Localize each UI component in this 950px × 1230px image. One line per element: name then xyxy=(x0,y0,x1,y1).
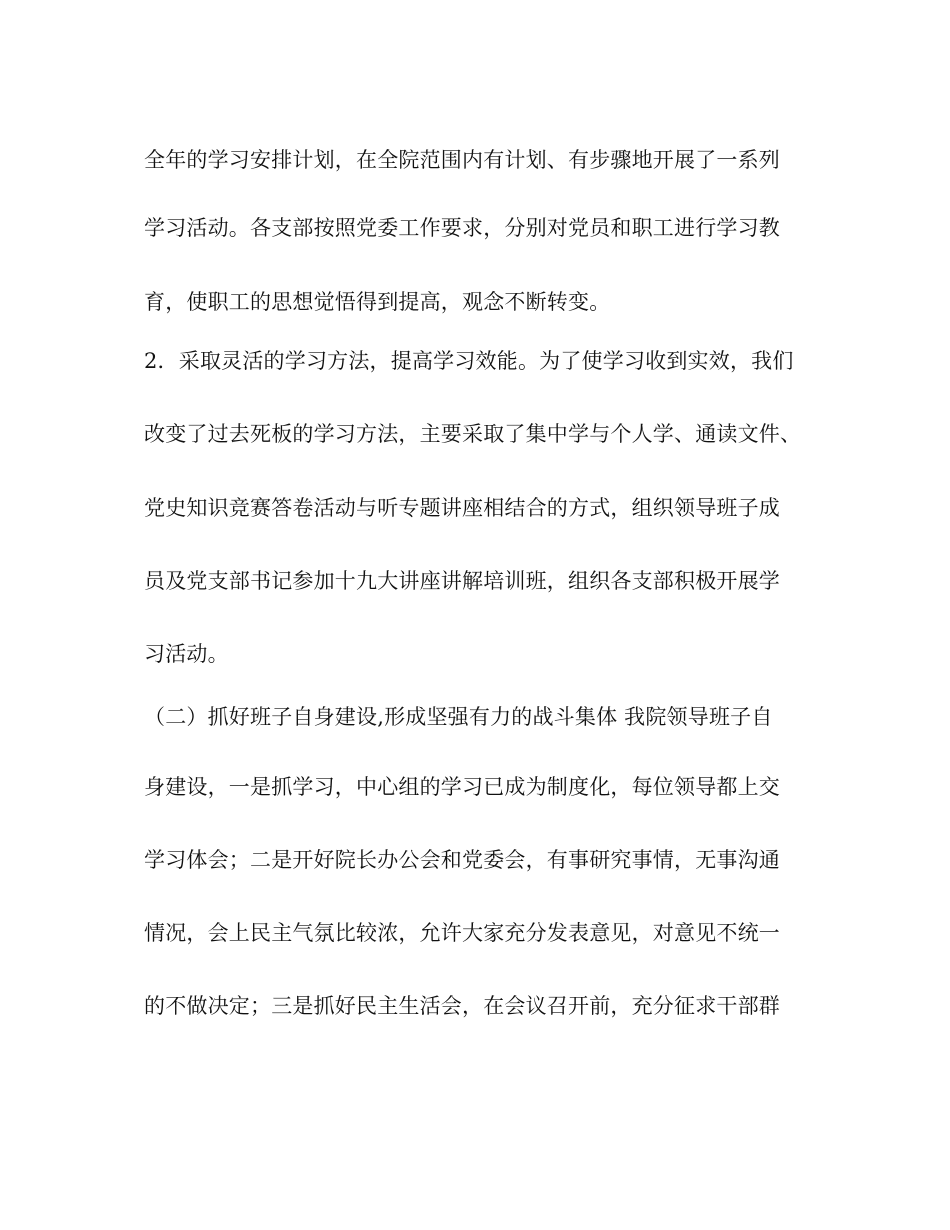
text-line: 情况，会上民主气氛比较浓，允许大家充分发表意见，对意见不统一 xyxy=(144,921,780,945)
text-line: 改变了过去死板的学习方法，主要采取了集中学与个人学、通读文件、 xyxy=(144,422,802,446)
text-line: 身建设，一是抓学习，中心组的学习已成为制度化，每位领导都上交 xyxy=(144,775,780,799)
text-line: 员及党支部书记参加十九大讲座讲解培训班，组织各支部积极开展学 xyxy=(144,569,780,593)
text-line: 的不做决定；三是抓好民主生活会，在会议召开前，充分征求干部群 xyxy=(144,994,780,1018)
text-line: 学习活动。各支部按照党委工作要求，分别对党员和职工进行学习教 xyxy=(144,216,780,240)
text-line: 学习体会；二是开好院长办公会和党委会，有事研究事情，无事沟通 xyxy=(144,848,780,872)
text-line: （二）抓好班子自身建设,形成坚强有力的战斗集体 我院领导班子自 xyxy=(144,705,773,729)
text-line: 党史知识竞赛答卷活动与听专题讲座相结合的方式，组织领导班子成 xyxy=(144,496,780,520)
text-line: 习活动。 xyxy=(144,642,229,666)
text-line: 育，使职工的思想觉悟得到提高，观念不断转变。 xyxy=(144,290,611,314)
text-line: 全年的学习安排计划，在全院范围内有计划、有步骤地开展了一系列 xyxy=(144,148,780,172)
text-line: 2．采取灵活的学习方法，提高学习效能。为了使学习收到实效，我们 xyxy=(144,349,794,373)
